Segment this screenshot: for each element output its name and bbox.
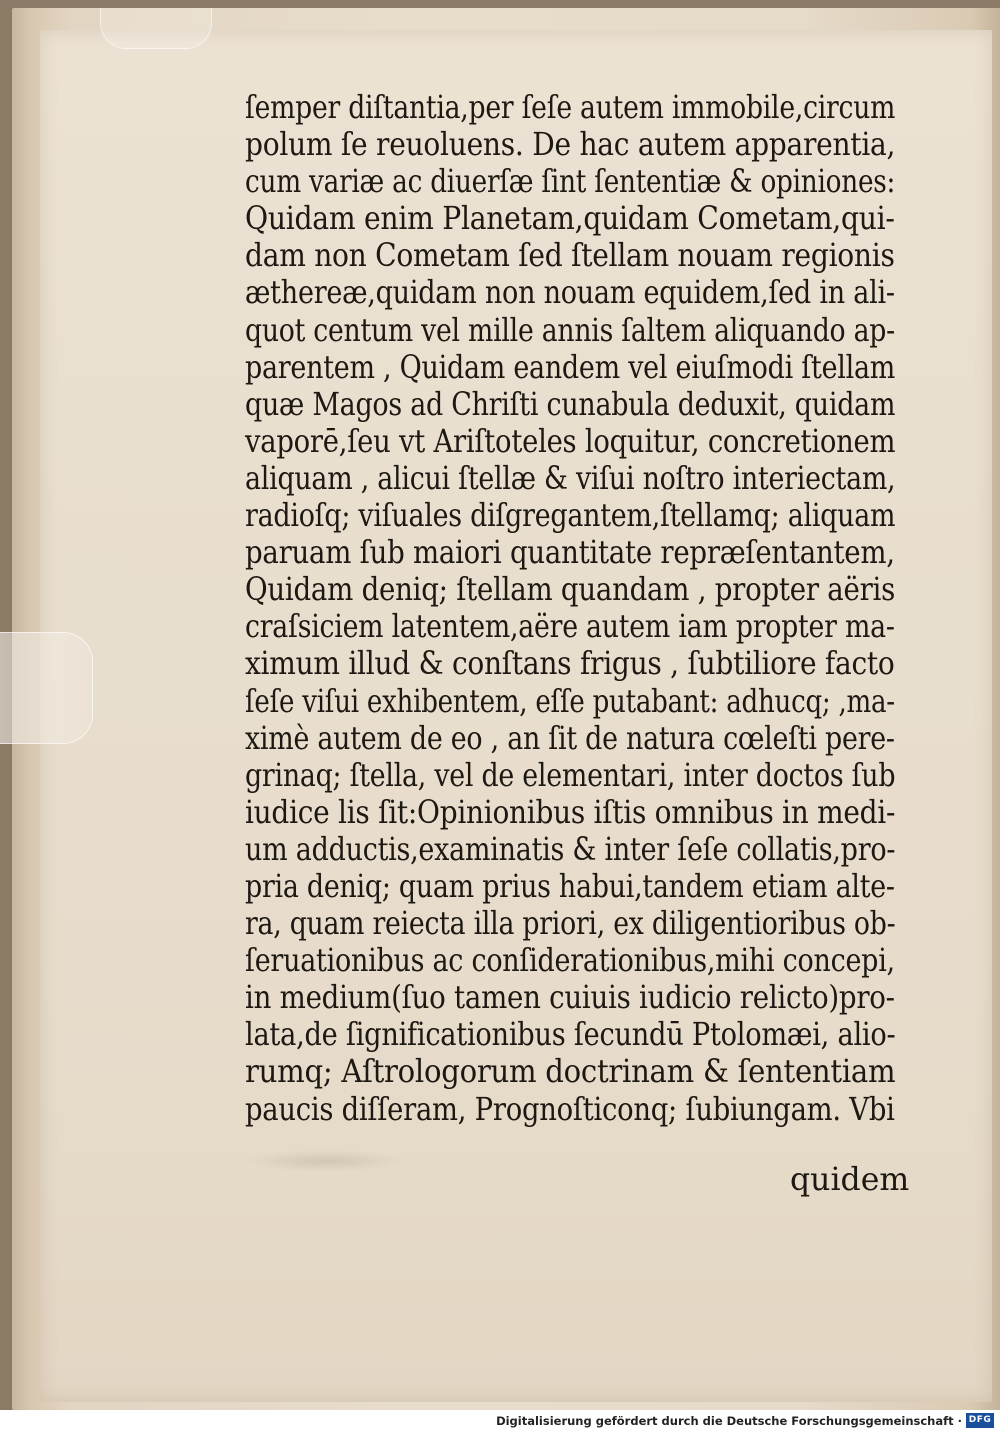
text-line: in medium(ſuo tamen cuiuis iudicio relicto)pro- xyxy=(245,980,895,1017)
text-line: Quidam deniq; ſtellam quandam , propter aëris xyxy=(245,572,896,609)
text-line: craſsiciem latentem,aëre autem iam propter ma- xyxy=(245,609,895,646)
text-line: Quidam enim Planetam,quidam Cometam,qui- xyxy=(245,201,895,238)
footer-bar xyxy=(0,1410,1000,1433)
text-line: iudice lis ſit:Opinionibus iſtis omnibus in medi- xyxy=(245,794,896,831)
text-line: ſeruationibus ac conſiderationibus,mihi concepi, xyxy=(245,943,895,980)
text-line: vaporē,ſeu vt Ariſtoteles loquitur, concretionem xyxy=(245,423,896,460)
text-line: um adductis,examinatis & inter ſeſe collatis,pro- xyxy=(245,831,896,868)
body-text xyxy=(245,90,905,1129)
page-clip-left xyxy=(0,632,93,744)
funding-credit: Digitalisierung gefördert durch die Deutsche Forschungsgemeinschaft · xyxy=(496,1414,962,1428)
text-line: aliquam , alicui ſtellæ & viſui noſtro interiectam, xyxy=(245,460,896,497)
text-line: rumq; Aſtrologorum doctrinam & ſententiam xyxy=(245,1054,896,1091)
text-line: dam non Cometam ſed ſtellam nouam regionis xyxy=(245,238,895,275)
text-line: æthereæ,quidam non nouam equidem,ſed in ali- xyxy=(245,275,895,312)
text-line: paruam ſub maiori quantitate repræſentantem, xyxy=(245,535,895,572)
text-line: lata,de ſignificationibus ſecundū Ptolomæi, alio- xyxy=(245,1017,896,1054)
text-line: paucis diſſeram, Prognoſticonq; ſubiungam. Vbi xyxy=(245,1091,895,1128)
text-line: quot centum vel mille annis ſaltem aliquando ap- xyxy=(245,312,895,349)
text-line: pria deniq; quam prius habui,tandem etiam alte- xyxy=(245,868,895,905)
page-clip-top xyxy=(100,8,212,49)
text-line: radioſq; viſuales diſgregantem,ſtellamq; aliquam xyxy=(245,498,896,535)
dfg-logo-icon[interactable]: DFG xyxy=(966,1413,994,1428)
text-line: ra, quam reiecta illa priori, ex diligentioribus ob- xyxy=(245,906,896,943)
text-line: ximum illud & conſtans frigus , ſubtiliore facto xyxy=(245,646,895,683)
text-line: polum ſe reuoluens. De hac autem apparentia, xyxy=(245,127,896,164)
text-line: ximè autem de eo , an ſit de natura cœleſti pere- xyxy=(245,720,895,757)
text-line: ſeſe viſui exhibentem, eſſe putabant: adhucq; ,ma- xyxy=(245,683,895,720)
text-line: ſemper diſtantia,per ſeſe autem immobile,circum xyxy=(245,90,896,126)
ink-smudge xyxy=(245,1150,405,1172)
catchword: quidem xyxy=(790,1162,910,1198)
text-line: parentem , Quidam eandem vel eiuſmodi ſtellam xyxy=(245,349,896,386)
text-line: grinaq; ſtella, vel de elementari, inter doctos ſub xyxy=(245,757,896,794)
text-line: cum variæ ac diuerſæ ſint ſententiæ & opiniones: xyxy=(245,164,896,201)
text-line: quæ Magos ad Chriſti cunabula deduxit, quidam xyxy=(245,386,896,423)
